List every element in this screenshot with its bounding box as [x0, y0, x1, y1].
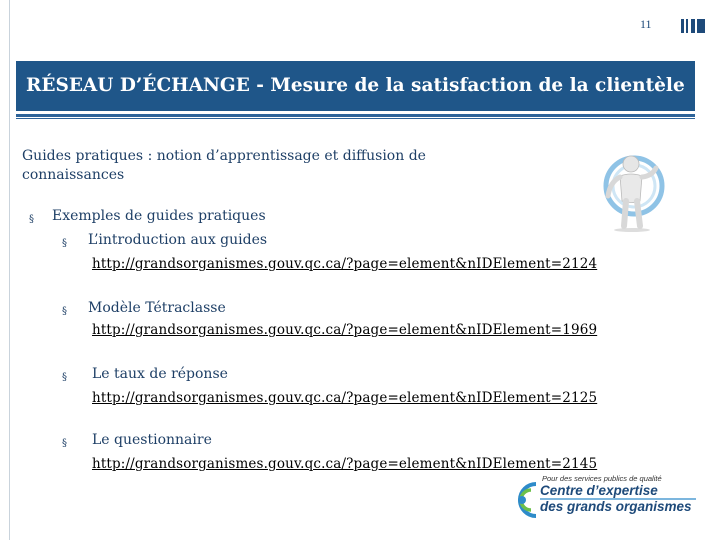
- page-marker-icon: [681, 19, 705, 33]
- section-heading: Exemples de guides pratiques: [52, 208, 266, 224]
- logo-line-1: Centre d’expertise: [540, 483, 658, 498]
- slide-title: RÉSEAU D’ÉCHANGE - Mesure de la satisfaction de la clientèle: [26, 75, 685, 96]
- logo-line-2: des grands organismes: [540, 499, 692, 514]
- bullet-marker: §: [62, 306, 67, 317]
- title-underline: [16, 114, 695, 117]
- left-margin-line: [9, 0, 10, 540]
- list-item-link[interactable]: http://grandsorganismes.gouv.qc.ca/?page=element&nIDElement=1969: [92, 322, 598, 338]
- title-underline-thin: [16, 118, 695, 119]
- bullet-marker: §: [62, 372, 67, 383]
- slide-subtitle: Guides pratiques : notion d’apprentissage et diffusion de connaissances: [22, 148, 426, 183]
- list-item-link[interactable]: http://grandsorganismes.gouv.qc.ca/?page=element&nIDElement=2145: [92, 456, 598, 472]
- list-item-label: L’introduction aux guides: [88, 232, 268, 248]
- bullet-marker: §: [29, 214, 34, 225]
- bullet-marker: §: [62, 238, 67, 249]
- list-item-label: Le questionnaire: [92, 432, 212, 448]
- person-holding-circle-icon: [596, 146, 666, 232]
- page-number: 11: [640, 17, 652, 31]
- list-item-label: Le taux de réponse: [92, 366, 228, 382]
- list-item-link[interactable]: http://grandsorganismes.gouv.qc.ca/?page=element&nIDElement=2125: [92, 390, 598, 406]
- list-item-link[interactable]: http://grandsorganismes.gouv.qc.ca/?page=element&nIDElement=2124: [92, 256, 598, 272]
- logo-tagline: Pour des services publics de qualité: [542, 474, 662, 483]
- bullet-marker: §: [62, 438, 67, 449]
- list-item-label: Modèle Tétraclasse: [88, 300, 226, 316]
